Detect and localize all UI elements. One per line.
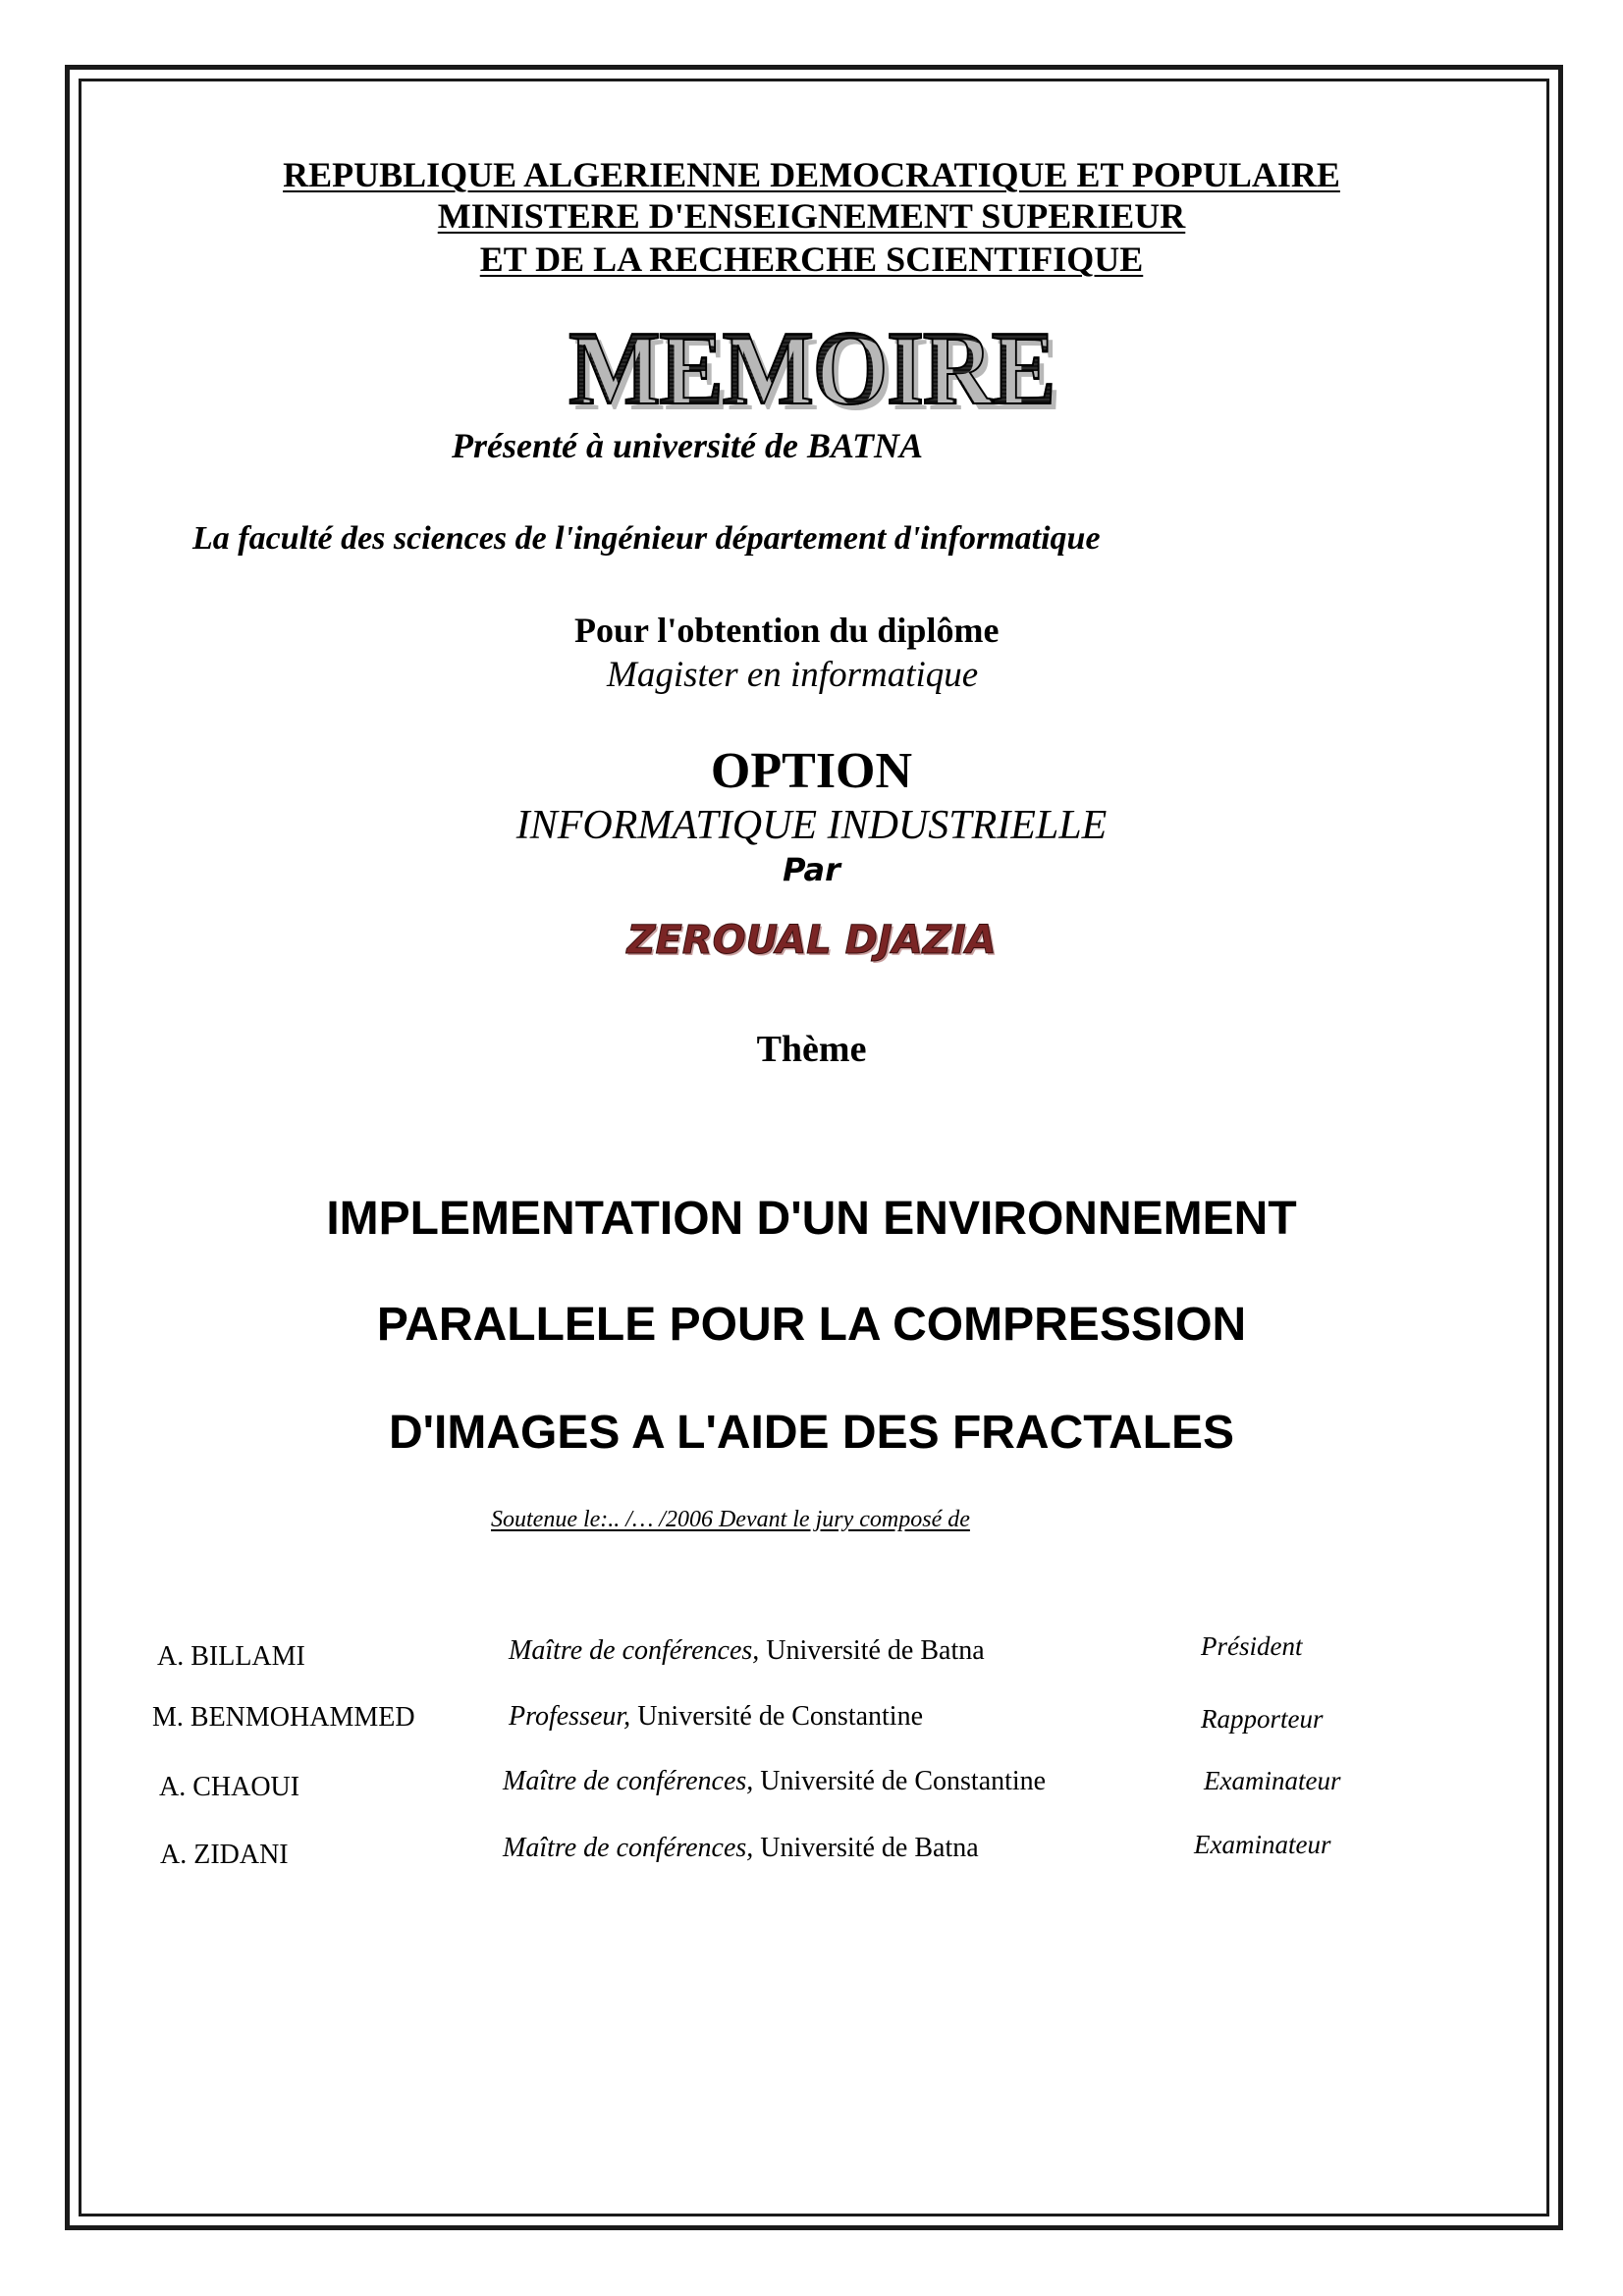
- jury-title: Professeur, Université de Constantine: [509, 1701, 924, 1732]
- header-ministere: MINISTERE D'ENSEIGNEMENT SUPERIEUR: [437, 196, 1186, 236]
- jury-name: M. BENMOHAMMED: [152, 1702, 415, 1733]
- option-value: INFORMATIQUE INDUSTRIELLE: [515, 803, 1108, 848]
- jury-name: A. BILLAMI: [157, 1641, 305, 1672]
- author-name: ZEROUAL DJAZIA: [626, 918, 997, 963]
- header-recherche: ET DE LA RECHERCHE SCIENTIFIQUE: [479, 240, 1144, 279]
- header-republique: REPUBLIQUE ALGERIENNE DEMOCRATIQUE ET POPULAIRE: [283, 155, 1340, 194]
- presente-universite: Présenté à université de BATNA: [452, 426, 923, 465]
- jury-title: Maître de conférences, Université de Batna: [509, 1635, 985, 1666]
- jury-name: A. CHAOUI: [159, 1772, 300, 1802]
- jury-function: Président: [1201, 1631, 1303, 1661]
- diplome-value: Magister en informatique: [607, 655, 979, 695]
- faculte-line: La faculté des sciences de l'ingénieur département d'informatique: [192, 520, 1101, 557]
- title-line-3: D'IMAGES A L'AIDE DES FRACTALES: [388, 1407, 1235, 1459]
- diplome-label: Pour l'obtention du diplôme: [574, 611, 1000, 650]
- jury-function: Examinateur: [1194, 1830, 1331, 1859]
- jury-name: A. ZIDANI: [160, 1840, 289, 1870]
- jury-function: Rapporteur: [1201, 1704, 1324, 1734]
- memoire-wordart: MEMOIRE: [65, 316, 1558, 422]
- par-label: Par: [783, 851, 840, 888]
- theme-label: Thème: [756, 1029, 867, 1070]
- jury-function: Examinateur: [1204, 1766, 1341, 1795]
- jury-title: Maître de conférences, Université de Batna: [503, 1833, 979, 1863]
- option-label: OPTION: [710, 743, 913, 799]
- title-line-1: IMPLEMENTATION D'UN ENVIRONNEMENT: [326, 1193, 1297, 1245]
- title-line-2: PARALLELE POUR LA COMPRESSION: [376, 1299, 1247, 1351]
- soutenue-line: Soutenue le:.. /… /2006 Devant le jury composé de: [491, 1507, 970, 1532]
- jury-title: Maître de conférences, Université de Constantine: [503, 1766, 1047, 1796]
